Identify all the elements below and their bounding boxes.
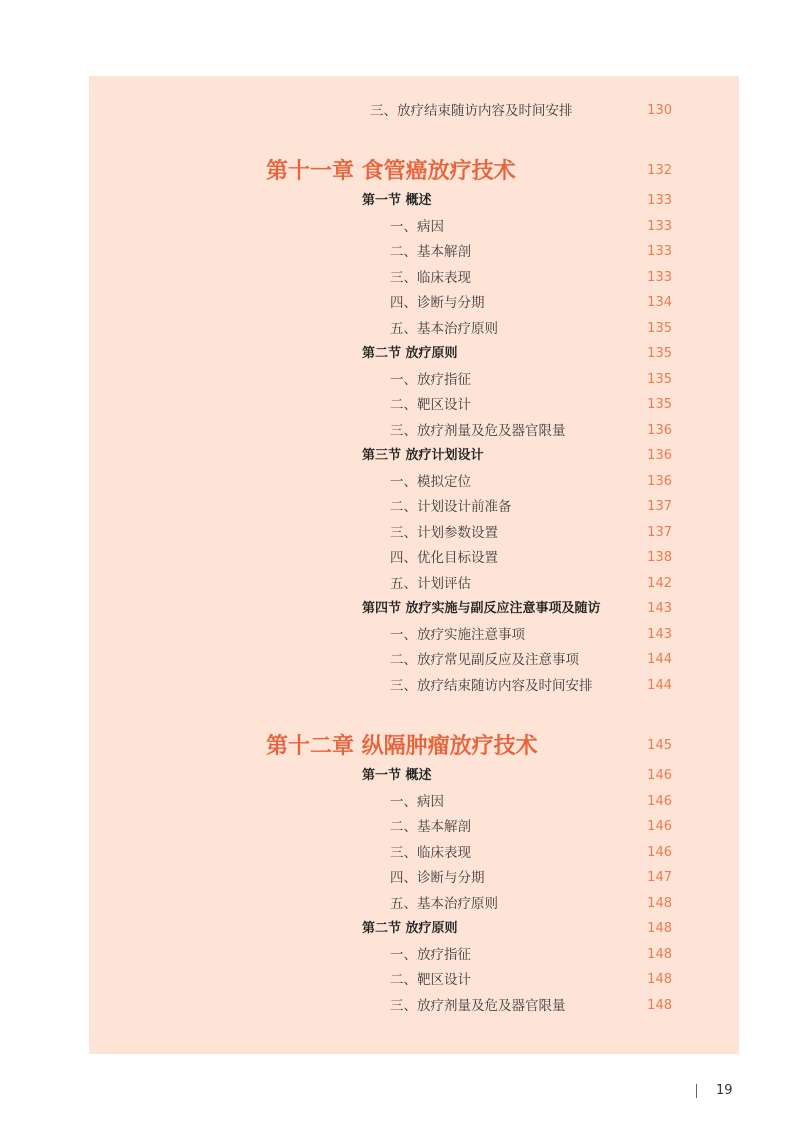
entry-page-number: 147: [647, 870, 672, 885]
chapter-title[interactable]: 第十一章 食管癌放疗技术: [266, 158, 516, 184]
section-title: 第一节 概述: [362, 193, 432, 208]
chapter-page-number: 132: [647, 163, 672, 178]
toc-item[interactable]: [390, 867, 672, 889]
page-number: 19: [716, 1083, 733, 1098]
toc-item[interactable]: [390, 675, 672, 697]
entry-page-number: 135: [647, 371, 672, 387]
entry-page-number: 138: [647, 550, 672, 565]
toc-entry-continued[interactable]: [370, 100, 672, 122]
entry-title: 一、放疗实施注意事项: [390, 626, 525, 643]
section-title: 第三节 放疗计划设计: [362, 448, 484, 463]
entry-page-number: 133: [647, 218, 672, 234]
toc-item[interactable]: [390, 995, 672, 1017]
chapter-title[interactable]: 第十二章 纵隔肿瘤放疗技术: [266, 733, 538, 759]
section-title: 第二节 放疗原则: [362, 346, 458, 361]
entry-page-number: 146: [647, 844, 672, 860]
toc-section[interactable]: [362, 343, 672, 365]
footer-divider: [696, 1084, 697, 1098]
entry-title: 三、临床表现: [390, 269, 471, 286]
toc-item[interactable]: [390, 292, 672, 314]
entry-page-number: 134: [647, 295, 672, 310]
entry-page-number: 137: [647, 524, 672, 540]
entry-title: 二、计划设计前准备: [390, 499, 512, 515]
toc-item[interactable]: [390, 522, 672, 544]
entry-title: 二、基本解剖: [390, 819, 471, 835]
toc-item[interactable]: [390, 394, 672, 416]
section-title: 第四节 放疗实施与副反应注意事项及随访: [362, 601, 601, 616]
entry-page-number: 137: [647, 499, 672, 514]
toc-item[interactable]: [390, 496, 672, 518]
entry-page-number: 148: [647, 921, 672, 936]
toc-section[interactable]: [362, 598, 672, 620]
toc-item[interactable]: [390, 267, 672, 289]
entry-title: 一、病因: [390, 218, 444, 235]
entry-page-number: 136: [647, 473, 672, 489]
entry-title: 二、基本解剖: [390, 244, 471, 260]
entry-page-number: 130: [647, 103, 672, 118]
entry-title: 五、基本治疗原则: [390, 320, 498, 337]
entry-title: 三、放疗剂量及危及器官限量: [390, 997, 566, 1014]
toc-item[interactable]: [390, 216, 672, 238]
entry-title: 二、靶区设计: [390, 972, 471, 988]
entry-page-number: 133: [647, 244, 672, 259]
chapter-page-number: 145: [647, 738, 672, 753]
entry-title: 一、放疗指征: [390, 946, 471, 963]
entry-page-number: 146: [647, 768, 672, 783]
toc-item[interactable]: [390, 842, 672, 864]
entry-title: 三、计划参数设置: [390, 524, 498, 541]
toc-item[interactable]: [390, 649, 672, 671]
entry-title: 二、放疗常见副反应及注意事项: [390, 652, 579, 668]
toc-item[interactable]: [390, 369, 672, 391]
entry-title: 二、靶区设计: [390, 397, 471, 413]
toc-item[interactable]: [390, 241, 672, 263]
entry-title: 三、放疗结束随访内容及时间安排: [390, 677, 593, 694]
toc-item[interactable]: [390, 547, 672, 569]
entry-page-number: 148: [647, 972, 672, 987]
entry-title: 四、诊断与分期: [390, 870, 485, 886]
entry-title: 五、基本治疗原则: [390, 895, 498, 912]
toc-section[interactable]: [362, 190, 672, 212]
toc-section[interactable]: [362, 918, 672, 940]
entry-title: 四、诊断与分期: [390, 295, 485, 311]
section-title: 第一节 概述: [362, 768, 432, 783]
entry-page-number: 135: [647, 346, 672, 361]
entry-page-number: 133: [647, 269, 672, 285]
entry-title: 三、放疗剂量及危及器官限量: [390, 422, 566, 439]
entry-page-number: 148: [647, 895, 672, 911]
entry-page-number: 143: [647, 626, 672, 642]
entry-page-number: 148: [647, 997, 672, 1013]
toc-item[interactable]: [390, 893, 672, 915]
entry-page-number: 146: [647, 819, 672, 834]
entry-page-number: 146: [647, 793, 672, 809]
entry-page-number: 135: [647, 320, 672, 336]
entry-title: 五、计划评估: [390, 575, 471, 592]
entry-title: 三、临床表现: [390, 844, 471, 861]
entry-title: 三、放疗结束随访内容及时间安排: [370, 103, 573, 119]
entry-title: 四、优化目标设置: [390, 550, 498, 566]
entry-title: 一、放疗指征: [390, 371, 471, 388]
entry-page-number: 135: [647, 397, 672, 412]
entry-title: 一、模拟定位: [390, 473, 471, 490]
entry-page-number: 148: [647, 946, 672, 962]
toc-section[interactable]: [362, 765, 672, 787]
section-title: 第二节 放疗原则: [362, 921, 458, 936]
entry-page-number: 144: [647, 652, 672, 667]
entry-title: 一、病因: [390, 793, 444, 810]
toc-item[interactable]: [390, 420, 672, 442]
entry-page-number: 142: [647, 575, 672, 591]
toc-section[interactable]: [362, 445, 672, 467]
toc-item[interactable]: [390, 969, 672, 991]
entry-page-number: 144: [647, 677, 672, 693]
toc-item[interactable]: [390, 944, 672, 966]
toc-item[interactable]: [390, 573, 672, 595]
toc-item[interactable]: [390, 624, 672, 646]
toc-item[interactable]: [390, 816, 672, 838]
entry-page-number: 136: [647, 422, 672, 438]
toc-item[interactable]: [390, 318, 672, 340]
entry-page-number: 136: [647, 448, 672, 463]
toc-item[interactable]: [390, 471, 672, 493]
toc-item[interactable]: [390, 791, 672, 813]
entry-page-number: 143: [647, 601, 672, 616]
entry-page-number: 133: [647, 193, 672, 208]
